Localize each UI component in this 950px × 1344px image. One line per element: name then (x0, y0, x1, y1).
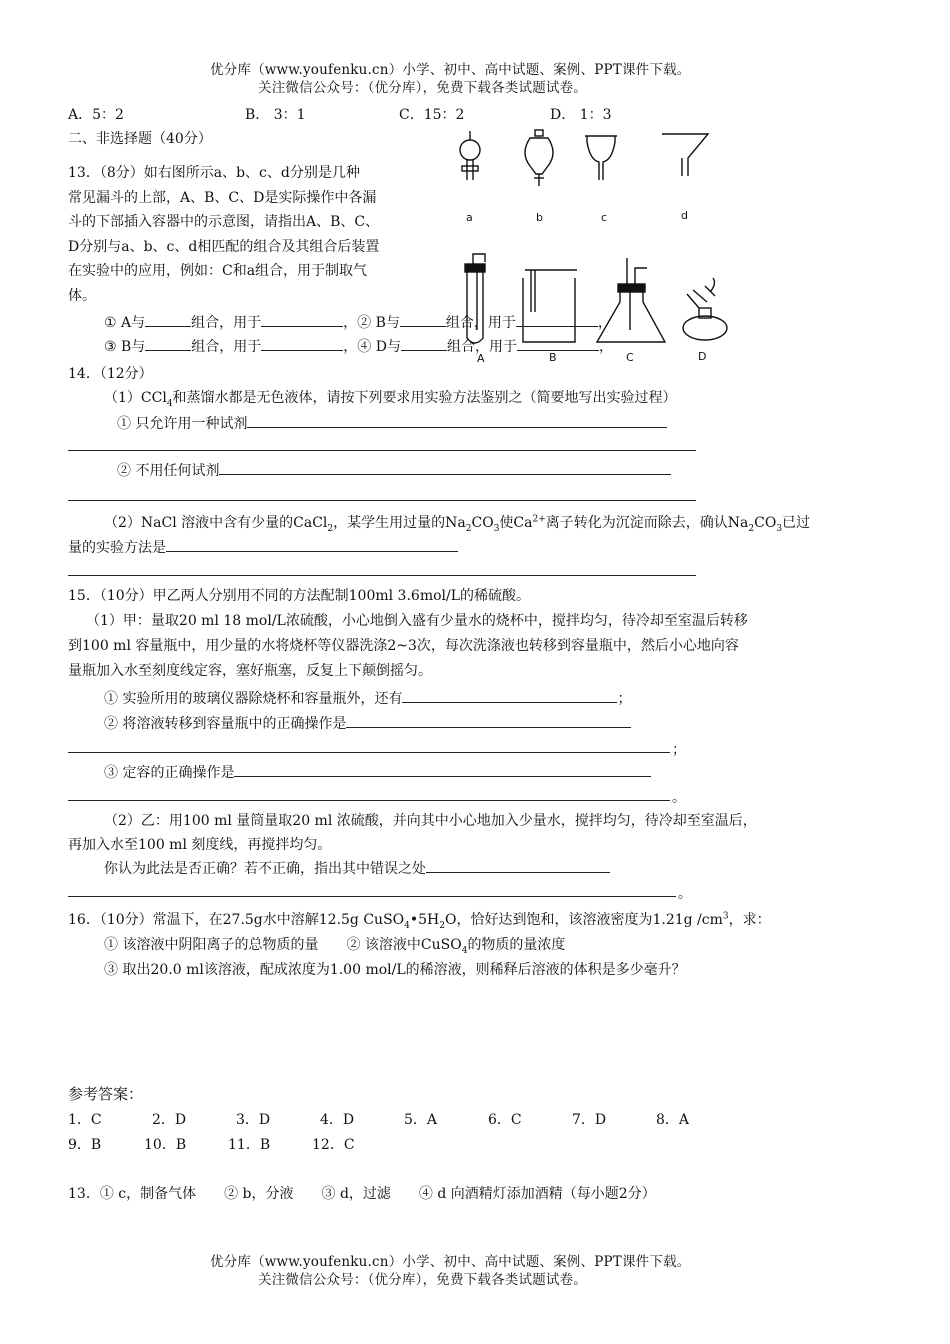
q14-text: 使Ca (499, 515, 533, 531)
answer-item: 6．C (488, 1112, 522, 1128)
q14-part2 (104, 512, 810, 534)
answer-item: 9．B (68, 1137, 102, 1153)
answer-item: 10．B (144, 1137, 187, 1153)
q14-text: （1）CCl (104, 390, 167, 406)
q15-part2-end: 。 (678, 886, 692, 902)
q14-part2-line2 (68, 537, 458, 557)
funnel-label-b: b (536, 211, 543, 224)
q14-text: 3 (776, 523, 783, 534)
q13-row-2 (104, 336, 613, 356)
q16-line-3: ③ 取出20.0 ml该溶液，配成浓度为1.00 mol/L的稀溶液，则稀释后溶液的体积是多少毫升？ (104, 962, 686, 978)
q13-row2-text: ， (598, 339, 613, 355)
answer-blank[interactable] (145, 312, 191, 327)
footer-line-2: 关注微信公众号：（优分库），免费下载各类试题试卷。 (258, 1272, 587, 1288)
q15-part2-question (104, 858, 610, 878)
answer-blank[interactable] (516, 312, 598, 327)
answer-blank[interactable] (401, 336, 447, 351)
footer-line-1: 优分库（www.youfenku.cn）小学、初中、高中试题、案例、PPT课件下载。 (210, 1254, 691, 1270)
q16-text: 4 (404, 920, 410, 931)
q14-item-text: ① 只允许用一种试剂 (117, 416, 248, 432)
q14-item1 (117, 413, 667, 433)
q13-row2-text: ③ B与 (104, 339, 146, 355)
answer-blank[interactable] (400, 312, 446, 327)
apparatus-label-c: C (626, 351, 634, 364)
q16-line-2 (104, 934, 565, 956)
answer-line[interactable] (68, 752, 670, 753)
q13-row1-text: ， (597, 315, 612, 331)
q15-title: 15．（10分）甲乙两人分别用不同的方法配制100ml 3.6mol/L的稀硫酸。 (68, 588, 531, 604)
funnel-label-c: c (601, 211, 608, 224)
q14-text: CO (754, 515, 777, 531)
funnel-c-icon (585, 136, 617, 180)
answer-item: 2．D (152, 1112, 187, 1128)
q13-row2-text: ，④ D与 (343, 339, 401, 355)
apparatus-label-a: A (477, 352, 485, 365)
q15-item2 (104, 713, 631, 733)
funnel-label-a: a (466, 211, 473, 224)
apparatus-label-d: D (698, 350, 707, 363)
apparatus-figure (455, 250, 735, 350)
q12-option-a: A．5：2 (68, 107, 124, 123)
answer-blank[interactable] (402, 688, 617, 703)
q15-part1 (68, 609, 748, 684)
q14-text: 离子转化为沉淀而除去，确认Na (545, 515, 749, 531)
answer-blank[interactable] (261, 312, 343, 327)
q14-text: 已过 (782, 515, 811, 531)
q15-item2-end: ； (672, 742, 686, 758)
q15-item-text: ② 将溶液转移到容量瓶中的正确操作是 (104, 716, 347, 732)
q13-stem-line: 常见漏斗的上部，A、B、C、D是实际操作中各漏 (68, 189, 377, 206)
q16-text: O，恰好达到饱和，该溶液密度为1.21g /cm (445, 912, 723, 928)
funnel-tops-figure (450, 128, 730, 203)
q14-text: （2）NaCl 溶液中含有少量的CaCl (104, 515, 328, 531)
q14-text: 量的实验方法是 (68, 540, 166, 556)
q15-p1-line: 到100 ml 容量瓶中，用少量的水将烧杯等仪器洗涤2~3次，每次洗涤液也转移到容量瓶中，然后小心地向容 (68, 638, 739, 654)
answer-item: 11．B (228, 1137, 271, 1153)
q15-item-text: 你认为此法是否正确？若不正确，指出其中错误之处 (104, 861, 426, 877)
q15-item1 (104, 688, 631, 708)
answer-blank[interactable] (517, 336, 599, 351)
answers-row-2 (68, 1134, 396, 1154)
q15-item3-end: 。 (672, 790, 686, 806)
q16-text: 的物质的量浓度 (467, 937, 566, 953)
q14-text: 2 (465, 523, 472, 534)
q15-p1-line: 量瓶加入水至刻度线定容，塞好瓶塞，反复上下颠倒摇匀。 (68, 663, 432, 679)
apparatus-d-icon (683, 278, 727, 340)
q14-item2 (117, 460, 671, 480)
q13-stem-line: D分别与a、b、c、d相匹配的组合及其组合后装置 (68, 238, 380, 255)
answer-item: 5．A (404, 1112, 438, 1128)
q15-item-text: ① 实验所用的玻璃仪器除烧杯和容量瓶外，还有 (104, 691, 403, 707)
answer-blank[interactable] (145, 336, 191, 351)
q15-item-text: ； (617, 691, 632, 707)
q16-text: ① 该溶液中阴阳离子的总物质的量 ② 该溶液中CuSO (104, 937, 462, 953)
q16-text: ，求： (728, 912, 771, 928)
q13-row1-text: ① A与 (104, 315, 146, 331)
answer-item: 12．C (312, 1137, 355, 1153)
answer-blank[interactable] (261, 336, 343, 351)
q14-text: 3 (493, 523, 500, 534)
answer-blank[interactable] (166, 537, 458, 552)
answers-q13: 13．① c，制备气体 ② b，分液 ③ d，过滤 ④ d 向酒精灯添加酒精（每小题2分） (68, 1186, 656, 1202)
q14-text: 2 (327, 523, 334, 534)
q13-row2-text: 组合，用于 (446, 339, 517, 355)
answers-title: 参考答案： (68, 1085, 144, 1103)
q15-p1-line: （1）甲：量取20 ml 18 mol/L浓硫酸，小心地倒入盛有少量水的烧杯中，搅拌均匀，待冷却至室温后转移 (86, 613, 748, 629)
answers-row-1 (68, 1109, 740, 1129)
q13-stem-line: 13．（8分）如右图所示a、b、c、d分别是几种 (68, 165, 360, 181)
q16-text: 16．（10分）常温下，在27.5g水中溶解12.5g CuSO (68, 912, 405, 928)
q15-p2-line: （2）乙：用100 ml 量筒量取20 ml 浓硫酸，并向其中小心地加入少量水，搅拌均匀，待冷却至室温后， (104, 813, 757, 829)
answer-line[interactable] (68, 800, 670, 801)
apparatus-label-b: B (549, 351, 557, 364)
q14-text: 2 (748, 523, 755, 534)
q16-text: 4 (461, 945, 468, 956)
q13-row1-text: 组合，用于 (445, 315, 516, 331)
section-2-title: 二、非选择题（40分） (68, 131, 212, 147)
answer-item: 8．A (656, 1112, 690, 1128)
q14-text: 2+ (532, 514, 546, 525)
q16-text: •5H (409, 912, 440, 928)
q14-text: CO (471, 515, 494, 531)
q14-title: 14．（12分） (68, 366, 153, 382)
q14-text: 4 (166, 398, 173, 409)
q13-stem-line: 体。 (68, 287, 96, 304)
q14-text: 和蒸馏水都是无色液体，请按下列要求用实验方法鉴别之（简要地写出实验过程） (172, 390, 677, 406)
q12-option-b: B． 3：1 (245, 107, 306, 123)
q14-item-text: ② 不用任何试剂 (117, 463, 220, 479)
funnel-a-icon (460, 131, 480, 180)
q13-row1-text: ，② B与 (343, 315, 400, 331)
q13-stem-line: 在实验中的应用，例如：C和a组合，用于制取气 (68, 263, 368, 280)
q14-part1 (104, 387, 677, 409)
answer-item: 7．D (572, 1112, 607, 1128)
q12-option-d: D． 1：3 (550, 107, 612, 123)
q15-part2 (68, 809, 757, 857)
q12-option-c: C．15：2 (399, 107, 465, 123)
answer-line[interactable] (68, 500, 696, 501)
answer-line[interactable] (68, 450, 696, 451)
answer-blank[interactable] (426, 858, 610, 873)
answer-blank[interactable] (346, 713, 631, 728)
answer-line[interactable] (68, 896, 676, 897)
q15-item3 (104, 762, 651, 782)
answer-item: 1．C (68, 1112, 102, 1128)
q13-row-1 (104, 312, 612, 332)
q16-text: 2 (439, 920, 445, 931)
answer-item: 4．D (320, 1112, 355, 1128)
q15-item-text: ③ 定容的正确操作是 (104, 765, 235, 781)
header-line-2: 关注微信公众号：（优分库），免费下载各类试题试卷。 (258, 80, 587, 96)
answer-blank[interactable] (247, 413, 667, 428)
q16-text: 3 (722, 911, 729, 922)
answer-item: 3．D (236, 1112, 271, 1128)
funnel-label-d: d (681, 209, 688, 222)
q16-line-1 (68, 909, 771, 931)
q13-row1-text: 组合，用于 (191, 315, 262, 331)
answer-blank[interactable] (234, 762, 651, 777)
answer-blank[interactable] (219, 460, 671, 475)
funnel-d-icon (662, 134, 708, 176)
funnel-b-icon (525, 130, 553, 186)
q13-stem (68, 161, 379, 309)
q13-stem-line: 斗的下部插入容器中的示意图，请指出A、B、C、 (68, 214, 380, 231)
q13-row2-text: 组合，用于 (191, 339, 262, 355)
q14-text: ，某学生用过量的Na (333, 515, 466, 531)
header-line-1: 优分库（www.youfenku.cn）小学、初中、高中试题、案例、PPT课件下载。 (210, 62, 691, 78)
answer-line[interactable] (68, 575, 696, 576)
q15-p2-line: 再加入水至100 ml 刻度线，再搅拌均匀。 (68, 837, 332, 853)
